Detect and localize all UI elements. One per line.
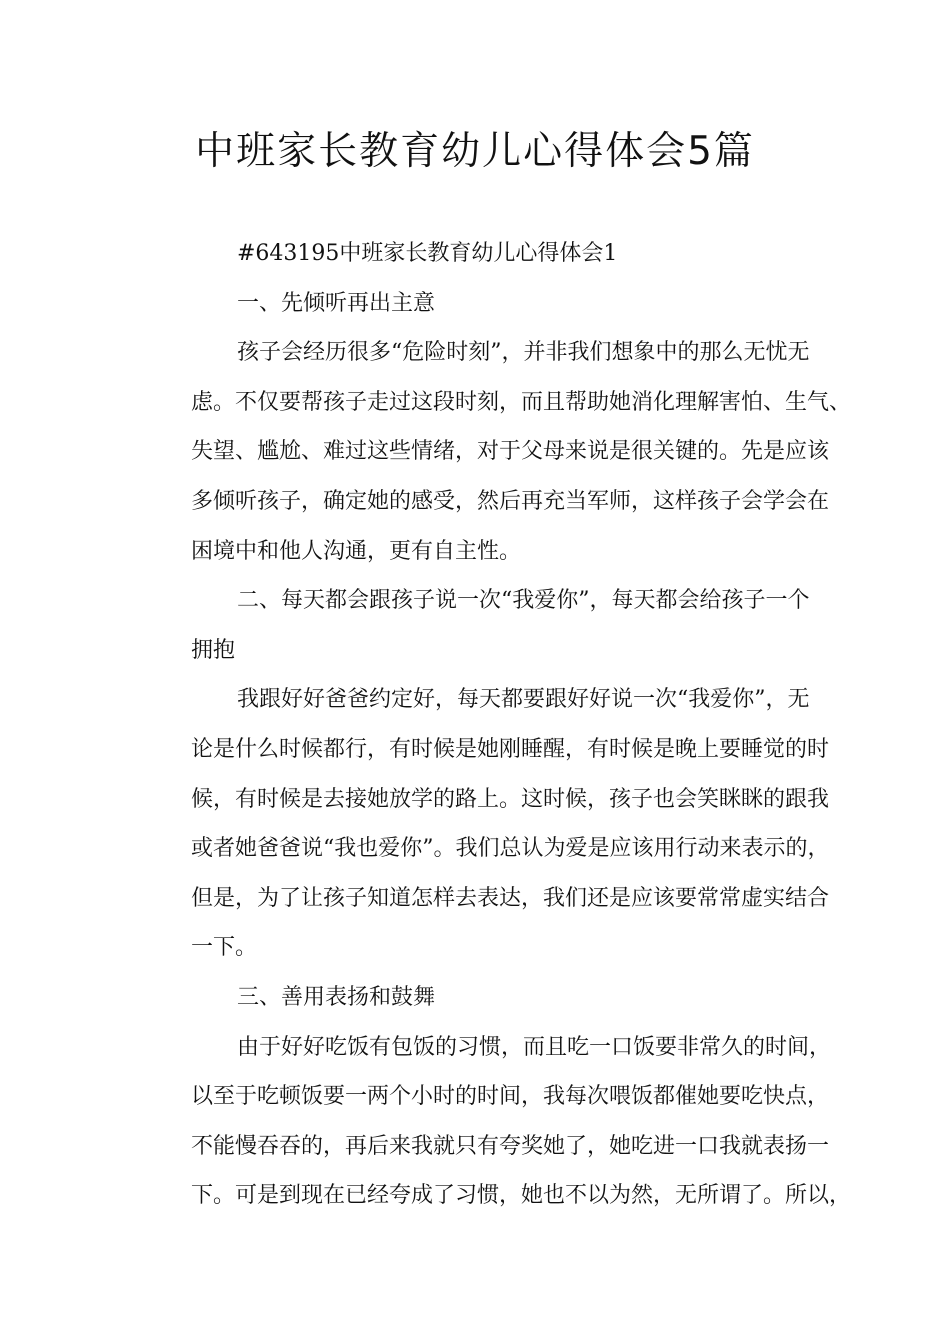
text-line: 多倾听孩子，确定她的感受，然后再充当军师，这样孩子会学会在 <box>191 488 830 514</box>
text-line: 候，有时候是去接她放学的路上。这时候，孩子也会笑眯眯的跟我 <box>191 786 830 812</box>
section-heading-2 <box>145 576 815 675</box>
text-line: 三、善用表扬和鼓舞 <box>237 984 436 1010</box>
text-line: #643195中班家长教育幼儿心得体会1 <box>237 241 618 266</box>
text-line: 不能慢吞吞的，再后来我就只有夸奖她了，她吃进一口我就表扬一 <box>191 1133 830 1159</box>
text-line: 虑。不仅要帮孩子走过这段时刻，而且帮助她消化理解害怕、生气、 <box>191 389 852 415</box>
text-line: 二、每天都会跟孩子说一次“我爱你”，每天都会给孩子一个 <box>237 588 810 614</box>
text-line: 论是什么时候都行，有时候是她刚睡醒，有时候是晚上要睡觉的时 <box>191 736 830 762</box>
text-line: 拥抱 <box>191 637 236 663</box>
paragraph-2 <box>145 675 830 973</box>
section-heading-1 <box>145 279 815 329</box>
paragraph-1 <box>145 328 852 576</box>
document-body <box>145 229 852 1221</box>
text-line: 或者她爸爸说“我也爱你”。我们总认为爱是应该用行动来表示的， <box>191 836 830 862</box>
text-line: 孩子会经历很多“危险时刻”，并非我们想象中的那么无忧无 <box>237 340 810 366</box>
text-line: 由于好好吃饭有包饭的习惯，而且吃一口饭要非常久的时间， <box>237 1034 832 1060</box>
text-line: 我跟好好爸爸约定好，每天都要跟好好说一次“我爱你”，无 <box>237 687 810 713</box>
paragraph-3 <box>145 1023 852 1221</box>
text-line: 但是，为了让孩子知道怎样去表达，我们还是应该要常常虚实结合 <box>191 885 830 911</box>
section-heading-3 <box>145 973 815 1023</box>
document-title: 中班家长教育幼儿心得体会5篇 <box>195 129 755 174</box>
text-line: 以至于吃顿饭要一两个小时的时间，我每次喂饭都催她要吃快点， <box>191 1084 830 1110</box>
text-line: 下。可是到现在已经夸成了习惯，她也不以为然，无所谓了。所以， <box>191 1183 852 1209</box>
paragraph-doc-id <box>145 229 815 279</box>
text-line: 失望、尴尬、难过这些情绪，对于父母来说是很关键的。先是应该 <box>191 439 830 465</box>
text-line: 一、先倾听再出主意 <box>237 290 436 316</box>
text-line: 一下。 <box>191 935 258 961</box>
text-line: 困境中和他人沟通，更有自主性。 <box>191 538 522 564</box>
